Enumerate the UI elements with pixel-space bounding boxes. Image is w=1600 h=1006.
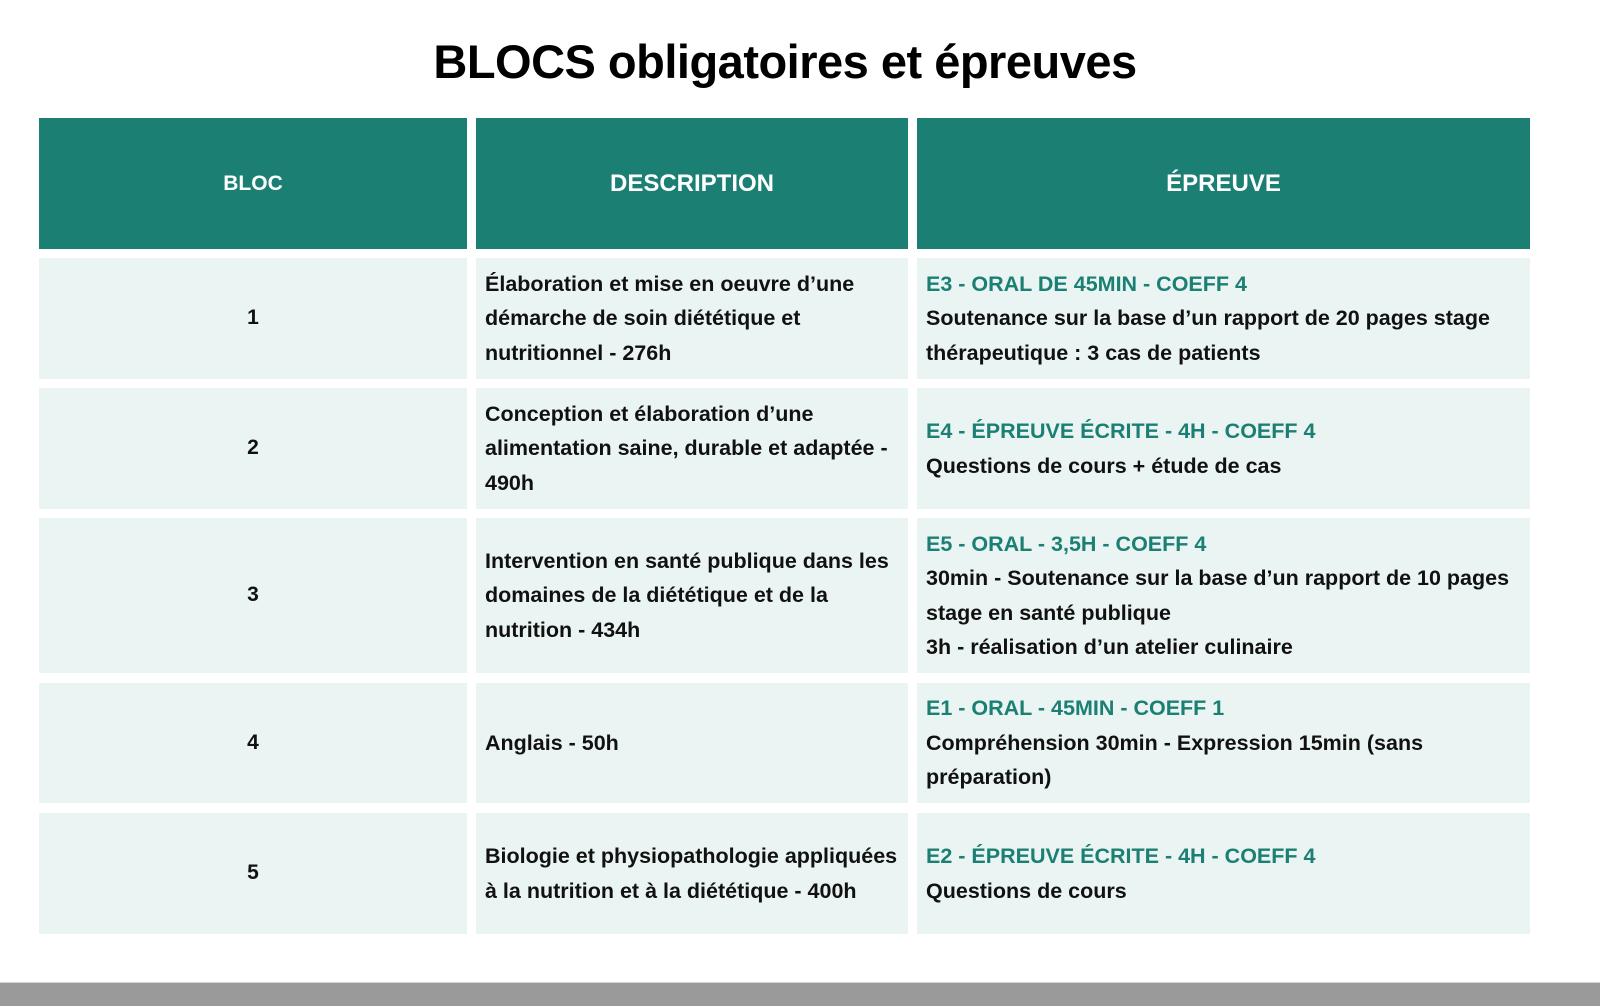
bloc-number: 2: [39, 388, 467, 509]
page-title: BLOCS obligatoires et épreuves: [433, 35, 1137, 88]
bloc-epreuve: [917, 258, 1530, 379]
epreuve-detail: 30min - Soutenance sur la base d’un rapport de 10 pages stage en santé publique: [926, 566, 1510, 625]
bloc-description: Biologie et physiopathologie appliquées à la nutrition et à la diététique - 400h: [476, 813, 908, 934]
epreuve-title: E2 - ÉPREUVE ÉCRITE - 4H - COEFF 4: [926, 844, 1316, 868]
bloc-number: 1: [39, 258, 467, 379]
bloc-description: Intervention en santé publique dans les domaines de la diététique et de la nutrition - 434h: [476, 518, 908, 673]
epreuve-title: E1 - ORAL - 45MIN - COEFF 1: [926, 696, 1225, 721]
bloc-epreuve: [917, 518, 1530, 673]
bloc-epreuve: [917, 683, 1530, 803]
epreuve-detail: Questions de cours: [926, 878, 1127, 903]
header-epreuve: ÉPREUVE: [917, 118, 1530, 249]
epreuve-detail: Questions de cours + étude de cas: [926, 453, 1282, 478]
bloc-description: Anglais - 50h: [476, 683, 908, 803]
epreuve-title: E4 - ÉPREUVE ÉCRITE - 4H - COEFF 4: [926, 419, 1316, 443]
bloc-number: 3: [39, 518, 467, 673]
epreuve-title: E5 - ORAL - 3,5H - COEFF 4: [926, 531, 1207, 556]
bloc-description: Conception et élaboration d’une alimentation saine, durable et adaptée - 490h: [476, 388, 908, 509]
header-description: DESCRIPTION: [476, 118, 908, 249]
epreuve-title: E3 - ORAL DE 45MIN - COEFF 4: [926, 271, 1247, 296]
bloc-number: 5: [39, 813, 467, 934]
header-bloc: BLOC: [39, 118, 467, 249]
epreuve-detail: 3h - réalisation d’un atelier culinaire: [926, 635, 1293, 659]
bloc-number: 4: [39, 683, 467, 803]
epreuve-detail: Compréhension 30min - Expression 15min (sans préparation): [926, 730, 1424, 790]
epreuve-detail: Soutenance sur la base d’un rapport de 20 pages stage thérapeutique : 3 cas de patients: [926, 306, 1490, 365]
bloc-epreuve: [917, 813, 1530, 934]
bloc-epreuve: [917, 388, 1530, 509]
bottom-bar: [0, 982, 1600, 1006]
bloc-description: Élaboration et mise en oeuvre d’une démarche de soin diététique et nutritionnel - 276h: [476, 258, 908, 379]
